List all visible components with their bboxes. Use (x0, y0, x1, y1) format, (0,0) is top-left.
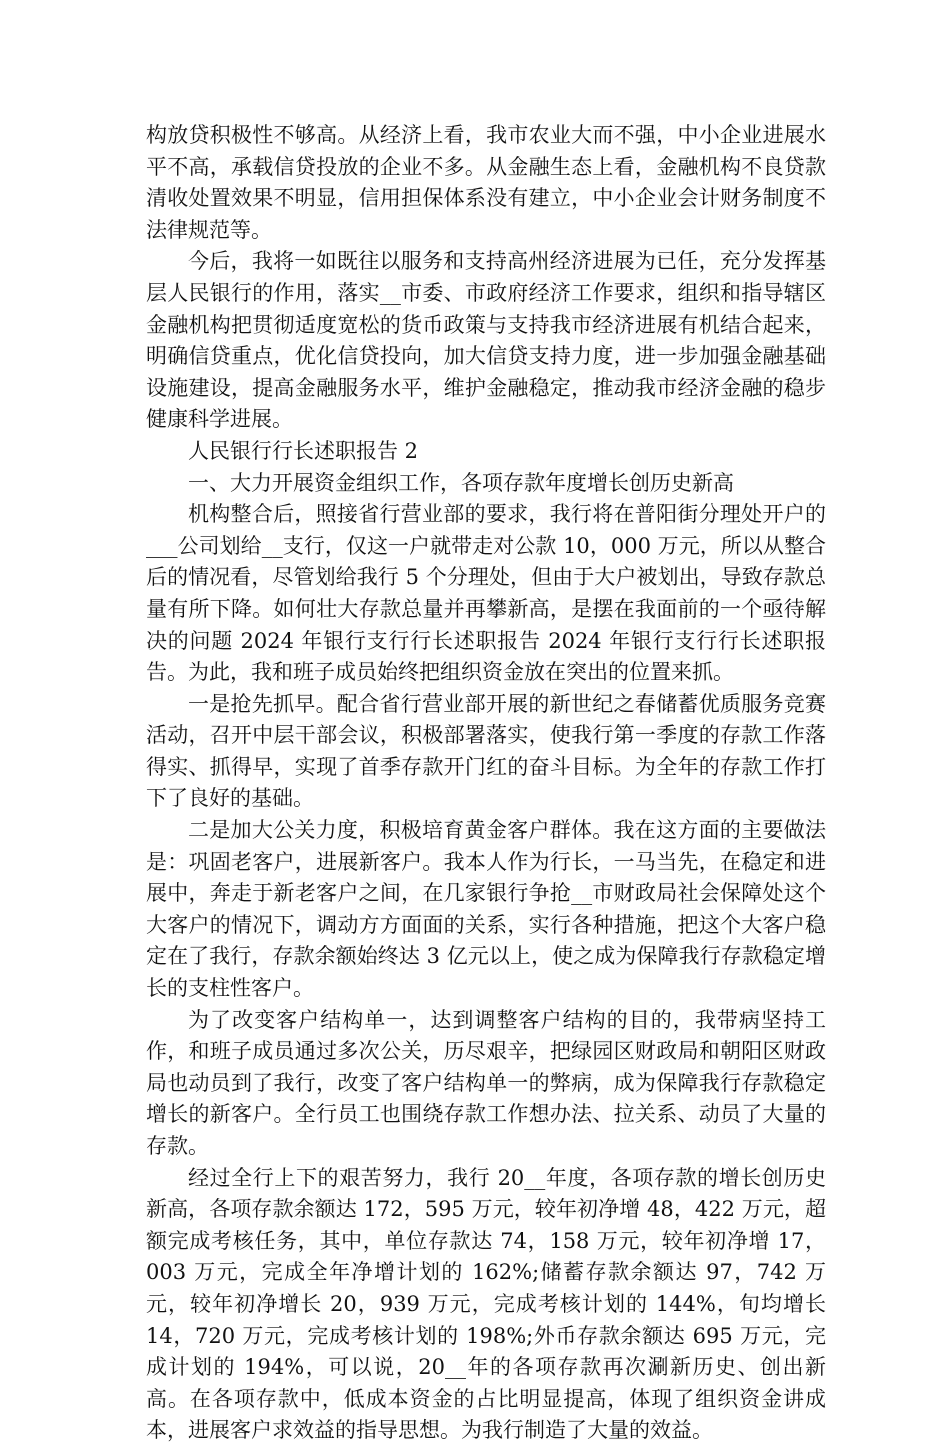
paragraph-future-plan: 今后，我将一如既往以服务和支持高州经济进展为已任，充分发挥基层人民银行的作用，落实__市委、市政府经济工作要求，组织和指导辖区金融机构把贯彻适度宽松的货币政策与支持我市经济进展有机结合起来，明确信贷重点，优化信贷投向，加大信贷支持力度，进一步加强金融基础设施建设，提高金融服务水平，维护金融稳定，推动我市经济金融的稳步健康科学进展。 (146, 249, 826, 432)
paragraph-results: 经过全行上下的艰苦努力，我行 20__年度，各项存款的增长创历史新高，各项存款余额达 172，595 万元，较年初净增 48，422 万元，超额完成考核任务，其中，单位存款达 74，158 万元，较年初净增 17，003 万元，完成全年净增计划的 162%;储蓄存款余额达 97，742 万元，较年初净增长 20，939 万元，完成考核计划的 144%，旬均增长 14，720 万元，完成考核计划的 198%;外币存款余额达 695 万元，完成计划的 194%，可以说，20__年的各项存款再次涮新历史、创出新高。在各项存款中，低成本资金的占比明显提高，体现了组织资金讲成本，进展客户求效益的指导思想。为我行制造了大量的效益。 (146, 1165, 826, 1443)
paragraph-restructuring: 机构整合后，照接省行营业部的要求，我行将在普阳街分理处开户的___公司划给__支行，仅这一户就带走对公款 10，000 万元，所以从整合后的情况看，尽管划给我行 5 个分理处，但由于大户被划出，导致存款总量有所下降。如何壮大存款总量并再攀新高，是摆在我面前的一个亟待解决的问题 2024 年银行支行行长述职报告 2024 年银行支行行长述职报告。为此，我和班子成员始终把组织资金放在突出的位置来抓。 (146, 502, 826, 685)
section-heading-deposits: 一、大力开展资金组织工作，各项存款年度增长创历史新高 (188, 470, 734, 495)
paragraph-key-clients: 二是加大公关力度，积极培育黄金客户群体。我在这方面的主要做法是：巩固老客户，进展新客户。我本人作为行长，一马当先，在稳定和进展中，奔走于新老客户之间，在几家银行争抢__市财政局社会保障处这个大客户的情况下，调动方方面面的关系，实行各种措施，把这个大客户稳定在了我行，存款余额始终达 3 亿元以上，使之成为保障我行存款稳定增长的支柱性客户。 (146, 818, 826, 1001)
paragraph-client-structure: 为了改变客户结构单一，达到调整客户结构的目的，我带病坚持工作，和班子成员通过多次公关，历尽艰辛，把绿园区财政局和朝阳区财政局也动员到了我行，改变了客户结构单一的弊病，成为保障我行存款稳定增长的新客户。全行员工也围绕存款工作想办法、拉关系、动员了大量的存款。 (146, 1007, 826, 1158)
paragraph-early-action: 一是抢先抓早。配合省行营业部开展的新世纪之春储蓄优质服务竞赛活动，召开中层干部会议，积极部署落实，使我行第一季度的存款工作落得实、抓得早，实现了首季存款开门红的奋斗目标。为全年的存款工作打下了良好的基础。 (146, 691, 826, 811)
report-heading: 人民银行行长述职报告 2 (188, 438, 419, 463)
document-body (146, 120, 826, 1447)
paragraph-continuation: 构放贷积极性不够高。从经济上看，我市农业大而不强，中小企业进展水平不高，承载信贷投放的企业不多。从金融生态上看，金融机构不良贷款清收处置效果不明显，信用担保体系没有建立，中小企业会计财务制度不法律规范等。 (146, 123, 826, 242)
